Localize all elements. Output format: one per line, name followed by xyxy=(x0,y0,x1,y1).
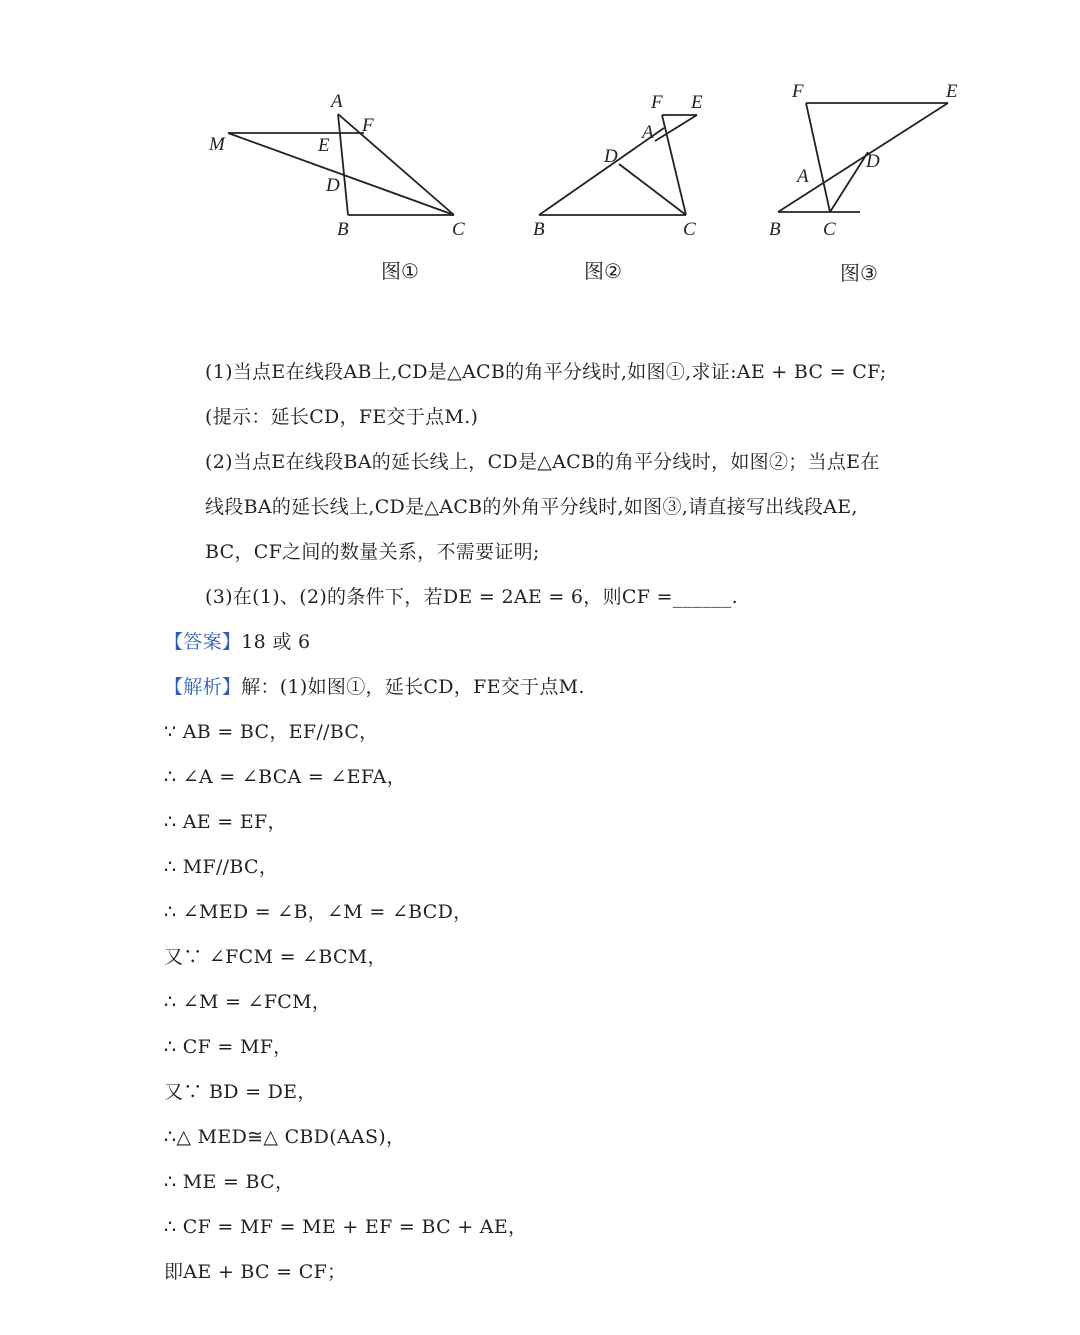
solution-step: ∴ MF//BC， xyxy=(164,856,279,878)
solution-step: ∴ ∠M = ∠FCM， xyxy=(164,991,332,1013)
question-line-5: BC，CF之间的数量关系，不需要证明; xyxy=(205,541,540,563)
fig2-label-B: B xyxy=(533,219,545,240)
solution-step: ∵ AB = BC，EF//BC， xyxy=(164,721,379,743)
solution-step: ∴ ME = BC， xyxy=(164,1171,295,1193)
solution-step: ∴ ∠A = ∠BCA = ∠EFA， xyxy=(164,766,407,788)
solution-step: 又∵ BD = DE， xyxy=(164,1081,317,1103)
question-line-2: (提示：延长CD，FE交于点M.) xyxy=(205,406,479,428)
analysis-label: 【解析】 xyxy=(164,676,242,698)
question-line-3: (2)当点E在线段BA的延长线上，CD是△ACB的角平分线时，如图②；当点E在 xyxy=(205,451,880,473)
fig2-label-C: C xyxy=(683,219,696,240)
fig3-label-B: B xyxy=(769,219,781,240)
fig2-label-D: D xyxy=(604,146,618,167)
fig1-label-M: M xyxy=(209,134,225,155)
answer-value: 18 或 6 xyxy=(241,631,311,653)
analysis-intro: 解：(1)如图①，延长CD，FE交于点M. xyxy=(241,676,585,698)
question-line-1: (1)当点E在线段AB上,CD是△ACB的角平分线时,如图①,求证:AE + BC = CF; xyxy=(205,361,887,383)
fig1-label-A: A xyxy=(331,91,343,112)
fig1-label-E: E xyxy=(318,135,330,156)
solution-step: ∴ ∠MED = ∠B，∠M = ∠BCD， xyxy=(164,901,473,923)
solution-step: ∴ CF = MF， xyxy=(164,1036,293,1058)
figure-3-lines xyxy=(778,103,948,212)
fig1-label-F: F xyxy=(362,115,374,136)
fig3-label-A: A xyxy=(797,166,809,187)
analysis-line xyxy=(164,675,585,699)
question-line-6: (3)在(1)、(2)的条件下，若DE = 2AE = 6，则CF =______. xyxy=(205,586,738,608)
fig3-label-E: E xyxy=(946,81,958,102)
fig1-label-B: B xyxy=(337,219,349,240)
fig2-label-F: F xyxy=(651,92,663,113)
fig1-label-D: D xyxy=(326,175,340,196)
solution-step: ∴△ MED≅△ CBD(AAS)， xyxy=(164,1126,406,1148)
answer-line xyxy=(164,630,310,654)
question-line-4: 线段BA的延长线上,CD是△ACB的外角平分线时,如图③,请直接写出线段AE, xyxy=(205,496,858,518)
figure-2-lines xyxy=(539,115,697,215)
fig3-caption: 图③ xyxy=(840,261,878,285)
solution-step: ∴ AE = EF， xyxy=(164,811,287,833)
solution-step: 即AE + BC = CF； xyxy=(164,1261,347,1283)
fig1-caption: 图① xyxy=(381,259,419,283)
answer-label: 【答案】 xyxy=(164,631,242,653)
figure-1-lines xyxy=(228,114,454,215)
figures-area xyxy=(0,0,1080,310)
fig2-caption: 图② xyxy=(584,259,622,283)
fig2-label-A: A xyxy=(642,122,654,143)
fig3-label-F: F xyxy=(792,81,804,102)
solution-step: 又∵ ∠FCM = ∠BCM， xyxy=(164,946,387,968)
solution-step: ∴ CF = MF = ME + EF = BC + AE， xyxy=(164,1216,528,1238)
fig1-label-C: C xyxy=(452,219,465,240)
fig3-label-C: C xyxy=(823,219,836,240)
fig3-label-D: D xyxy=(866,151,880,172)
fig2-label-E: E xyxy=(691,92,703,113)
geometry-figures xyxy=(0,0,1080,310)
